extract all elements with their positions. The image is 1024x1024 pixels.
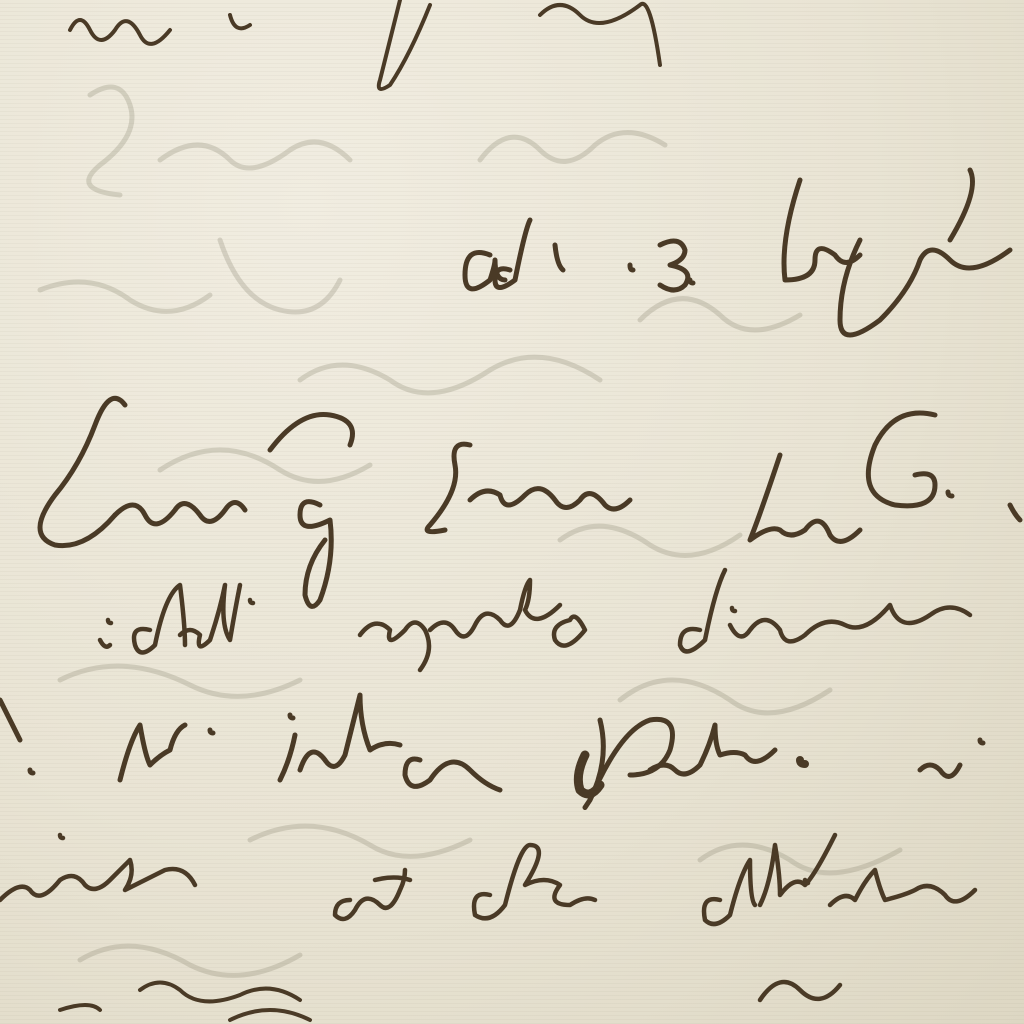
- manuscript-line-5: [0, 835, 975, 1000]
- manuscript-line-3: [100, 570, 970, 670]
- manuscript-line-4: [0, 695, 983, 808]
- manuscript-line-0: [70, 0, 660, 89]
- manuscript-line-2: [40, 398, 1020, 606]
- manuscript-line-6: [60, 983, 310, 1021]
- manuscript-line-1: [465, 170, 1010, 335]
